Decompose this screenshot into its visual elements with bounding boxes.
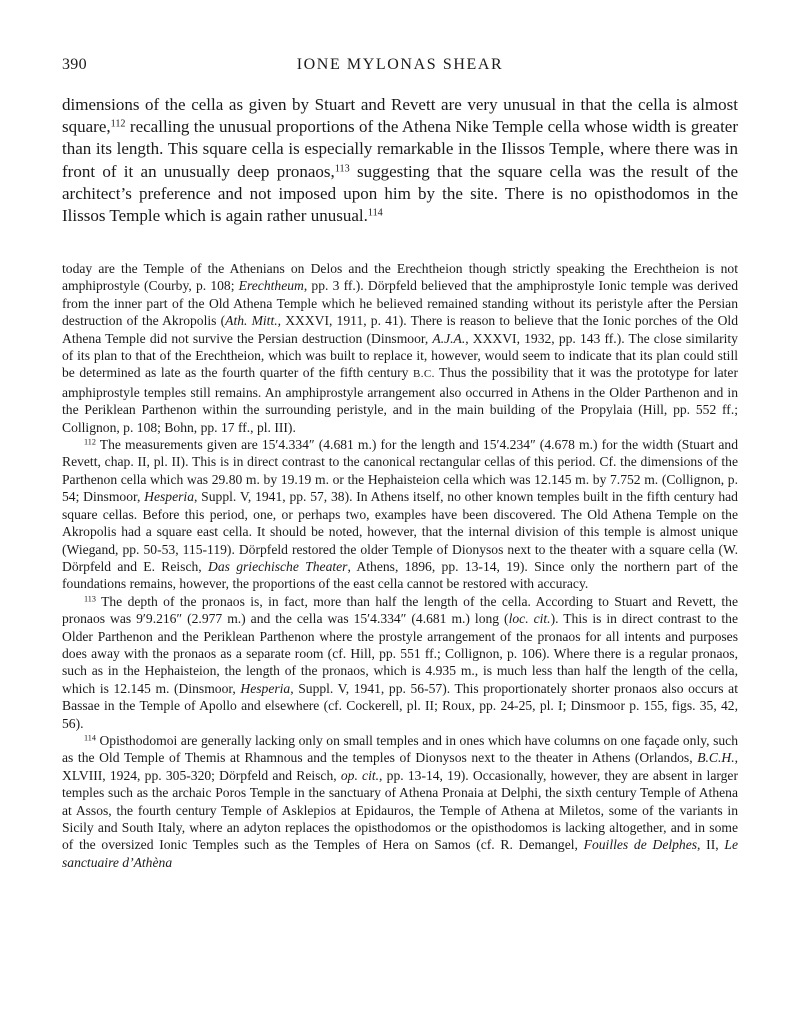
fn-italic: Le sanctuaire d’Athèna — [62, 837, 738, 870]
fn-text: , Athens, 1896, pp. 13-14, 19). Since only the northern part of the foundations remains, however, the proportions of the east cella cannot be restored with accuracy. — [62, 558, 738, 592]
fn-text: , Suppl. V, 1941, pp. 56-57). This proportionately shorter pronaos also occurs at Bassae in the Temple of Apollo and elsewhere (cf. Cockerell, pl. II; Roux, pp. 24-25, pl. I; Dinsmoor p. 155, figs. 35, 42, 56). — [62, 680, 738, 731]
footnote-112 — [62, 436, 738, 593]
fn-italic: Hesperia — [240, 680, 291, 696]
fn-text: , XXXVI, 1932, pp. 143 ff.). The close similarity of its plan to that of the Erechtheion, which was built to replace it, however, would seem to indicate that its plan could still be determined as late as the fourth quarter of the fifth century — [62, 330, 738, 381]
running-head: IONE MYLONAS SHEAR — [296, 56, 504, 73]
footnote-ref-112: 112 — [110, 118, 126, 130]
main-paragraph — [62, 94, 738, 227]
fn-italic: B.C.H. — [697, 750, 735, 766]
page-header — [62, 56, 738, 80]
main-text-segment: recalling the unusual proportions of the Athena Nike Temple cella whose width is greater than its length. This square cella is especially remarkable in the Ilissos Temple, where there was in front of it an unusually deep pronaos, — [62, 117, 738, 181]
fn-smallcaps: B.C. — [412, 368, 435, 381]
fn-text: Opisthodomoi are generally lacking only on small temples and in ones which have columns on one façade only, such as the Old Temple of Themis at Rhamnous and the temples of Dionysos next to the theater in Athens (Orlandos, — [62, 732, 738, 766]
fn-italic: loc. cit. — [508, 611, 551, 627]
fn-italic: op. cit. — [340, 767, 380, 783]
fn-text: The measurements given are 15′4.334″ (4.681 m.) for the length and 15′4.234″ (4.678 m.) for the width (Stuart and Revett, chap. II, pl. II). This is in direct contrast to the canonical rectangular cellas of this period. Cf. the dimensions of the Parthenon cella which was 29.80 m. by 19.19 m. or the Hephaisteion cella which was 12.145 m. by 7.752 m. (Collignon, p. 54; Dinsmoor, — [62, 437, 738, 505]
footnote-number: 114 — [84, 733, 96, 743]
fn-text: , Suppl. V, 1941, pp. 57, 38). In Athens itself, no other known temples built in the fifth century had square cellas. Before this period, one, or perhaps two, examples have been discovered. The Old Athena Temple on the Akropolis had a square east cella. It should be noted, however, that the internal division of this temple is almost unique (Wiegand, pp. 50-53, 115-119). Dörpfeld restored the older Temple of Dionysos next to the theater with a square cella (W. Dörpfeld and E. Reisch, — [62, 489, 738, 574]
fn-italic: A.J.A. — [432, 330, 466, 346]
fn-text: Thus the possibility that it was the prototype for later amphiprostyle temples still remains. An amphiprostyle arrangement also occurred in Athens in the Older Parthenon and in the Periklean Parthenon within the surrounding peristyle, and in the main building of the Propylaia (Hill, pp. 552 ff.; Collignon, p. 108; Bohn, pp. 17 ff., pl. III). — [62, 365, 738, 435]
fn-text: , XLVIII, 1924, pp. 305-320; Dörpfeld and Reisch, — [62, 750, 738, 783]
footnote-number: 113 — [84, 594, 96, 604]
fn-text: , XXXVI, 1911, p. 41). There is reason to believe that the Ionic porches of the Old Athena Temple did not survive the Persian destruction (Dinsmoor, — [62, 313, 738, 346]
main-text-segment: suggesting that the square cella was the result of the architect’s preference and not imposed upon him by the site. There is no opisthodomos in the Ilissos Temple which is again rather unusual. — [62, 161, 738, 226]
footnote-113 — [62, 593, 738, 732]
fn-text: , pp. 13-14, 19). Occasionally, however, they are absent in larger temples such as the archaic Poros Temple in the sanctuary of Athena Pronaia at Delphi, the sixth century Temple of Athena at Assos, the fourth century Temple of Asklepios at Epidauros, the Temple of Athena at Miletos, some of the variants in Sicily and South Italy, where an adyton replaces the opisthodomos or the opisthodomos is lacking altogether, and in some of the oversized Ionic Temples such as the Temples of Hera on Samos (cf. R. Demangel, — [62, 767, 738, 853]
fn-italic: Das griechische Theater — [208, 558, 348, 574]
footnote-ref-114: 114 — [367, 207, 383, 219]
footnotes-section — [62, 260, 738, 871]
footnote-number: 112 — [84, 437, 96, 447]
fn-italic: Erechtheum — [238, 278, 304, 294]
fn-italic: Ath. Mitt. — [225, 313, 278, 329]
fn-text: The depth of the pronaos is, in fact, more than half the length of the cella. According to Stuart and Revett, the pronaos was 9′9.216″ (2.977 m.) and the cella was 15′4.334″ (4.681 m.) long ( — [62, 593, 738, 627]
fn-italic: Fouilles de Delphes — [583, 837, 698, 853]
page-number: 390 — [62, 56, 87, 73]
fn-text: ). This is in direct contrast to the Older Parthenon and the Periklean Parthenon where the prostyle arrangement of the pronaos for all intents and purposes does away with the pronaos as a separate room (cf. Hill, pp. 551 ff.; Collignon, p. 106). Where there is a regular pronaos, such as in the Hephaisteion, the length of the pronaos, which is 4.935 m., is much less than half the length of the cella, which is 12.145 m. (Dinsmoor, — [62, 611, 739, 696]
footnote-114 — [62, 732, 738, 871]
fn-italic: Hesperia — [144, 489, 194, 505]
footnote-continued — [62, 260, 738, 436]
fn-text: today are the Temple of the Athenians on Delos and the Erechtheion though strictly speaking the Erechtheion is not amphiprostyle (Courby, p. 108; — [62, 261, 738, 294]
footnote-ref-113: 113 — [334, 163, 350, 174]
fn-text: , pp. 3 ff.). Dörpfeld believed that the amphiprostyle Ionic temple was derived from the inner part of the Old Athena Temple which he believed remained standing without its peristyle after the Persian destruction of the Akropolis ( — [62, 278, 738, 329]
fn-text: , II, — [697, 837, 725, 853]
main-text-segment: dimensions of the cella as given by Stuart and Revett are very unusual in that the cella is almost square, — [62, 95, 738, 137]
